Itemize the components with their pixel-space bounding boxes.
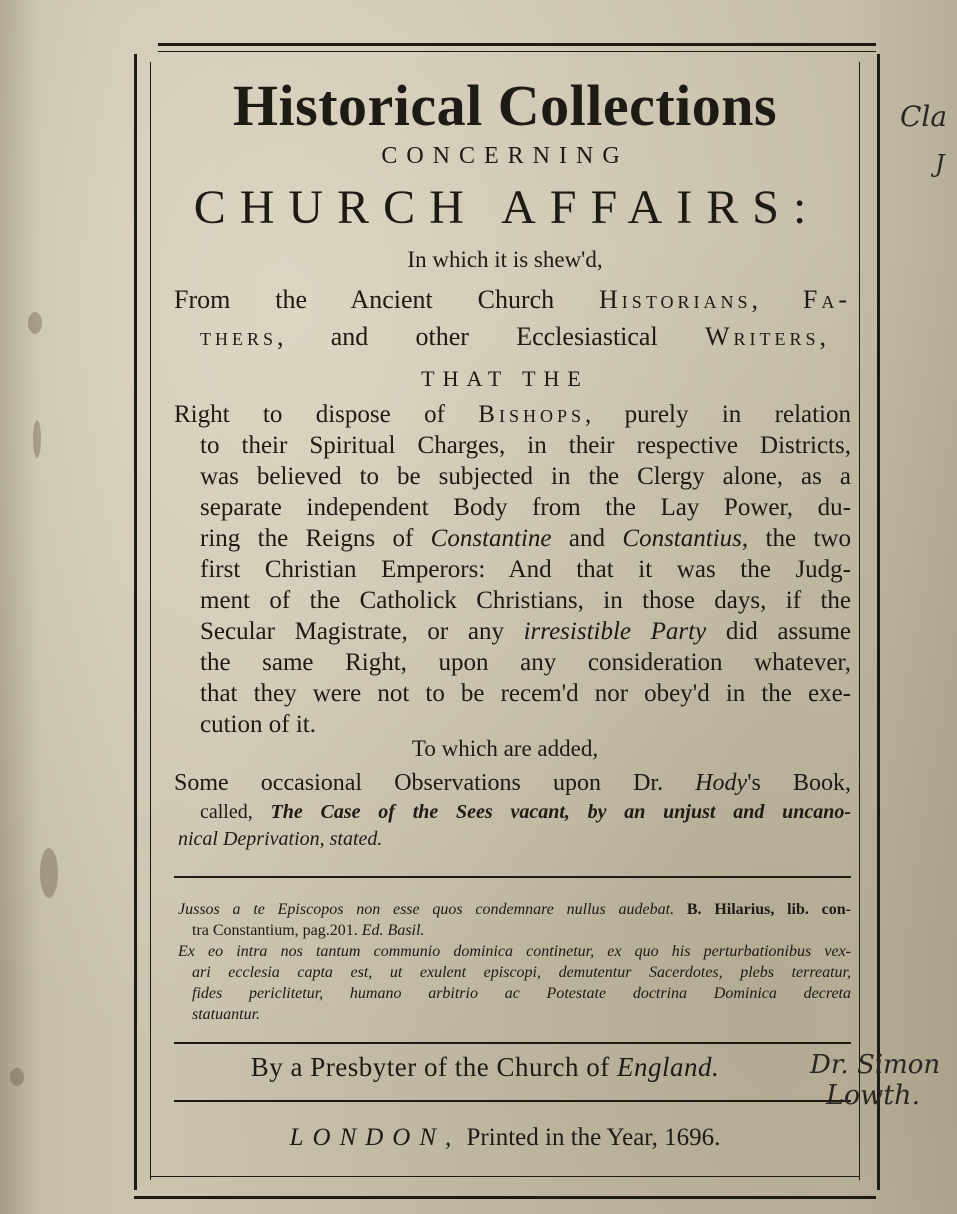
bottom-rule [134,1196,876,1199]
imprint-line: LONDON, Printed in the Year, 1696. [289,1124,721,1151]
that-the-line: THAT THE [421,366,589,391]
body-line: separate independent Body from the Lay Power, du- [200,494,851,521]
from-line-2: thers, and other Ecclesiastical Writers, [200,322,826,351]
top-rule [158,43,876,46]
body-line: cution of it. [200,711,316,738]
body-line: Secular Magistrate, or any irresistible Party did assume [200,618,852,645]
body-line: ment of the Catholick Christians, in those days, if the [200,587,851,614]
body-line: the same Right, upon any consideration whatever, [200,649,851,676]
quote-line: ari ecclesia capta est, ut exulent episcopi, demutentur Sacerdotes, plebs terreatur, [192,964,851,981]
handwritten-note: J [935,150,945,178]
paper-stain [33,420,41,458]
author-top-rule [174,1042,851,1044]
body-line: ring the Reigns of Constantine and Constantius, the two [200,525,851,552]
body-line: that they were not to be recem'd nor obey'd in the exe- [200,680,851,707]
paper-stain [10,1068,24,1086]
handwritten-signature: Lowth. [826,1080,921,1111]
subject-line: CHURCH AFFAIRS: [193,181,821,234]
bottom-rule-thin [150,1176,860,1177]
added-heading: To which are added, [411,736,599,761]
handwritten-signature: Dr. Simon [810,1050,941,1080]
author-line: By a Presbyter of the Church of England. [250,1052,720,1082]
imprint-top-rule [174,1100,851,1102]
body-line: was believed to be subjected in the Clergy alone, as a [200,463,851,490]
body-line: to their Spiritual Charges, in their respective Districts, [200,432,851,459]
body-line: Right to dispose of Bishops, purely in relation [174,401,852,428]
quote-line: statuantur. [192,1006,261,1023]
concerning-line: CONCERNING [381,143,629,169]
quote-line: fides periclitetur, humano arbitrio ac Potestate doctrina Dominica decreta [192,985,851,1002]
handwritten-note: Cla [900,100,948,133]
paper-stain [28,312,42,334]
intro-line: In which it is shew'd, [407,247,603,272]
quote-top-rule [174,876,851,878]
quote-line: Ex eo intra nos tantum communio dominica continetur, ex quo his perturbationibus vex- [178,943,851,960]
added-line: nical Deprivation, stated. [178,828,383,850]
quote-line: tra Constantium, pag.201. Ed. Basil. [192,922,425,939]
book-title: Historical Collections [232,73,778,138]
paper-stain [40,848,58,898]
quote-line: Jussos a te Episcopos non esse quos condemnare nullus audebat. B. Hilarius, lib. con- [178,901,852,918]
top-rule-thin [158,51,876,52]
added-line: called, The Case of the Sees vacant, by an unjust and uncano- [200,801,851,823]
added-line: Some occasional Observations upon Dr. Hody's Book, [174,770,851,796]
from-line-1: From the Ancient Church Historians, Fa- [174,285,852,314]
body-line: first Christian Emperors: And that it was the Judg- [200,556,851,583]
